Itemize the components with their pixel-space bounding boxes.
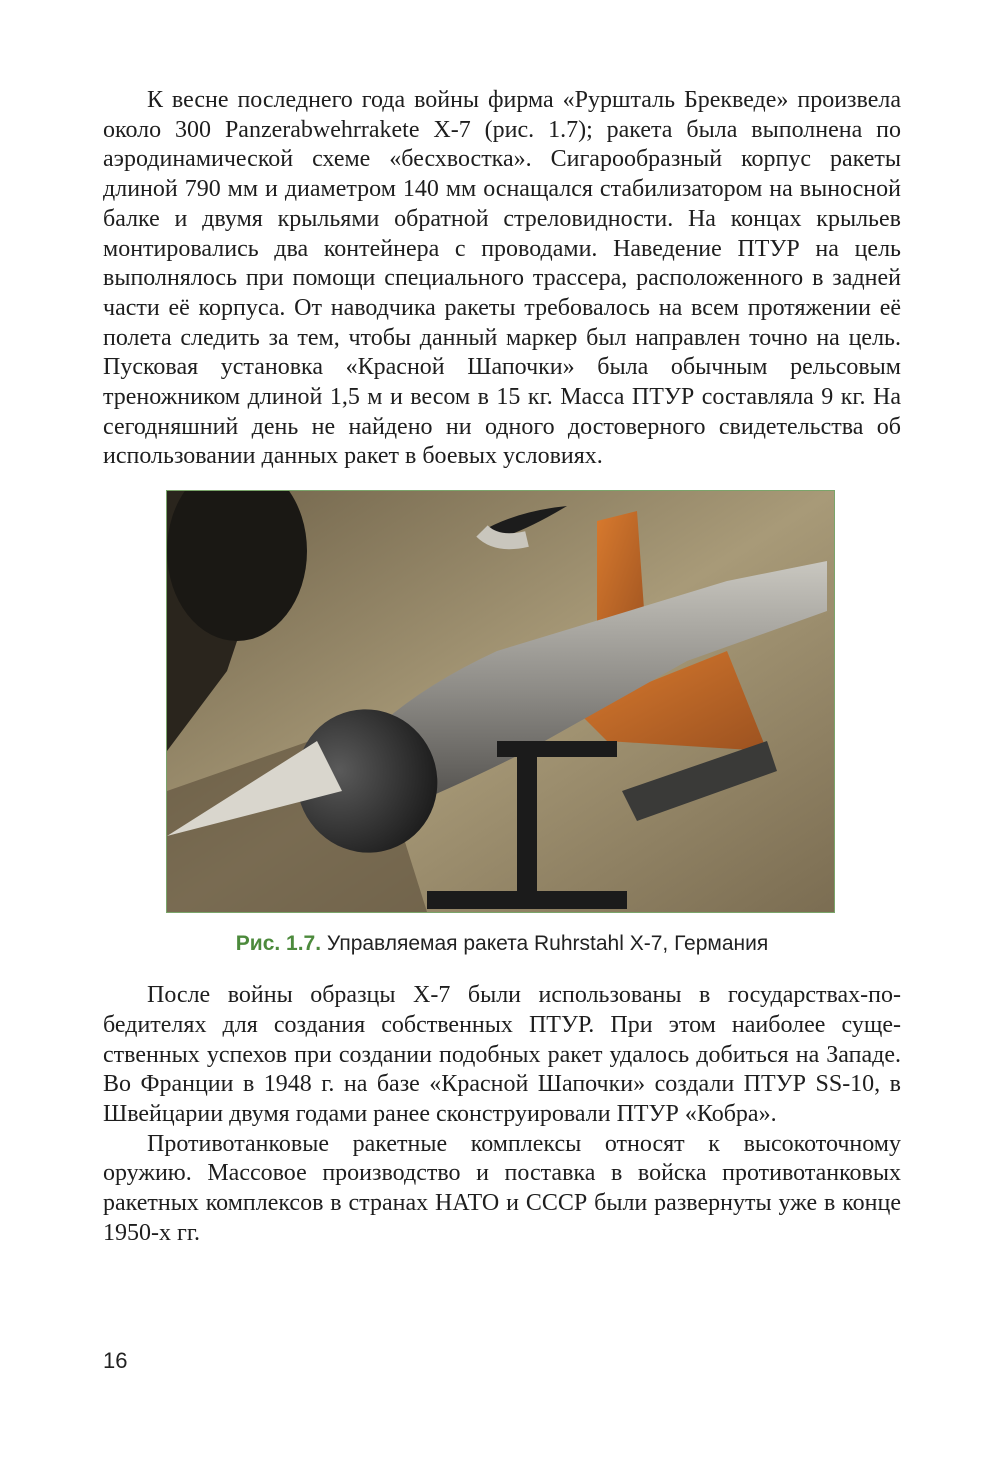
figure-caption-text: Управляемая ракета Ruhrstahl X-7, Германия: [326, 932, 769, 956]
page-number: 16: [103, 1348, 128, 1373]
figure-caption: [103, 931, 901, 957]
paragraph-1: К весне последнего года войны фирма «Руршталь Брекведе» произвела около 300 Panzerabwehrrakete X-7 (рис. 1.7); ракета была выполнена по аэродинамической схеме «бесхвостка». Сигарообразный корпус ракеты длиной 790 мм и диаметром 140 мм оснащался стабилизатором на выносной балке и двумя крыльями обратной стреловидности. На концах крыльев монтировались два контейнера с проводами. Наведение ПТУР на цель выполнялось при помощи специального трассера, расположенного в задней части её корпуса. От наводчика ракеты требовалось на всем протяжении её полета следить за тем, чтобы данный маркер был направлен точно на цель. Пусковая установка «Красной Шапочки» была обычным рельсовым треножником длиной 1,5 м и весом в 15 кг. Масса ПТУР составляла 9 кг. На сегодняшний день не найдено ни одного достоверного свидетельства об использовании данных ракет в боевых условиях.: [103, 87, 901, 470]
paragraph-3: Противотанковые ракетные комплексы относят к высокоточному оружию. Массовое производство и поставка в войска противотанковых ракетных комплексов в странах НАТО и СССР были развернуты уже в конце 1950-х гг.: [103, 1130, 901, 1246]
figure-label: Рис. 1.7.: [235, 932, 322, 956]
page-content: [103, 86, 901, 1248]
missile-photo: [166, 490, 835, 913]
figure-1-7: [103, 490, 901, 957]
paragraph-2: После войны образцы X-7 были использованы в государствах-победителях для создания собственных ПТУР. При этом наиболее существенных успехов при создании подобных ракет удалось добиться на Западе. Во Франции в 1948 г. на базе «Красной Шапочки» создали ПТУР SS-10, в Швейцарии двумя годами ранее сконструировали ПТУР «Кобра».: [103, 982, 901, 1127]
